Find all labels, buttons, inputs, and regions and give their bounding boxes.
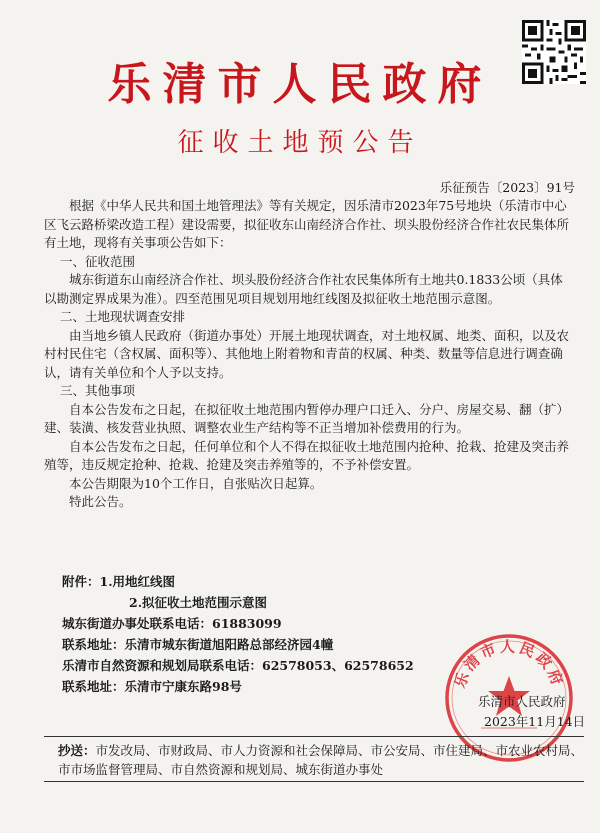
section-heading-scope: 一、征收范围: [60, 253, 136, 269]
closing-line: 特此公告。: [69, 494, 132, 509]
issuer-name: 乐清市人民政府: [478, 694, 566, 709]
contact-phone-bureau: 乐清市自然资源和规划局联系电话：62578053、62578652: [62, 658, 414, 673]
cc-recipients: 市发改局、市财政局、市人力资源和社会保障局、市公安局、市住建局、市农业农村局、市市场监督管理局、市自然资源和规划局、城东街道办事处: [58, 743, 584, 777]
contact-address-bureau: 联系地址：乐清市宁康东路98号: [62, 679, 242, 694]
cc-label: 抄送：: [58, 743, 96, 758]
section-heading-other: 三、其他事项: [60, 383, 136, 398]
scope-paragraph: 城东街道东山南经济合作社、坝头股份经济合作社农民集体所有土地共0.1833公顷（具体以勘测定界成果为准）。四至范围见项目规划用地红线图及拟征收土地范围示意图。: [44, 272, 563, 306]
cc-list: [58, 742, 588, 779]
government-title: 乐清市人民政府: [107, 59, 493, 110]
attachment-1: 附件：1.用地红线图: [62, 574, 176, 589]
document-number: 乐征预告〔2023〕91号: [439, 180, 575, 195]
survey-paragraph: 由当地乡镇人民政府（街道办事处）开展土地现状调查，对土地权属、地类、面积，以及农村村民住宅（含权属、面积等）、其他地上附着物和青苗的权属、种类、数量等信息进行调查确认，请有关单位和个人予以支持。: [44, 327, 570, 380]
attachment-2: 2.拟征收土地范围示意图: [129, 595, 268, 610]
issue-date: 2023年11月14日: [484, 714, 586, 729]
notice-title: 征收土地预公告: [177, 128, 423, 158]
notice-body: [44, 197, 574, 512]
divider-bottom: [44, 781, 584, 782]
section-heading-survey: 二、土地现状调查安排: [60, 309, 186, 324]
other-paragraph-3: 本公告期限为10个工作日，自张贴次日起算。: [69, 475, 323, 491]
svg-text:乐清市人民政府: 乐清市人民政府: [450, 637, 568, 691]
intro-paragraph: 根据《中华人民共和国土地管理法》等有关规定，因乐清市2023年75号地块（乐清市中心区飞云路桥梁改造工程）建设需要，拟征收东山南经济合作社、坝头股份经济合作社农民集体所有土地，现将有关事项公告如下：: [44, 198, 570, 250]
other-paragraph-1: 自本公告发布之日起，在拟征收土地范围内暂停办理户口迁入、分户、房屋交易、翻（扩）建、装潢、核发营业执照、调整农业生产结构等不正当增加补偿费用的行为。: [44, 401, 570, 435]
divider-top: [44, 736, 584, 737]
other-paragraph-2: 自本公告发布之日起，任何单位和个人不得在拟征收土地范围内抢种、抢栽、抢建及突击养殖等，违反规定抢种、抢栽、抢建及突击养殖等的，不予补偿安置。: [44, 438, 570, 472]
attachments-and-contacts: [62, 571, 482, 697]
contact-address-street: 联系地址：乐清市城东街道旭阳路总部经济园4幢: [62, 637, 334, 652]
contact-phone-street: 城东街道办事处联系电话：61883099: [62, 616, 282, 631]
